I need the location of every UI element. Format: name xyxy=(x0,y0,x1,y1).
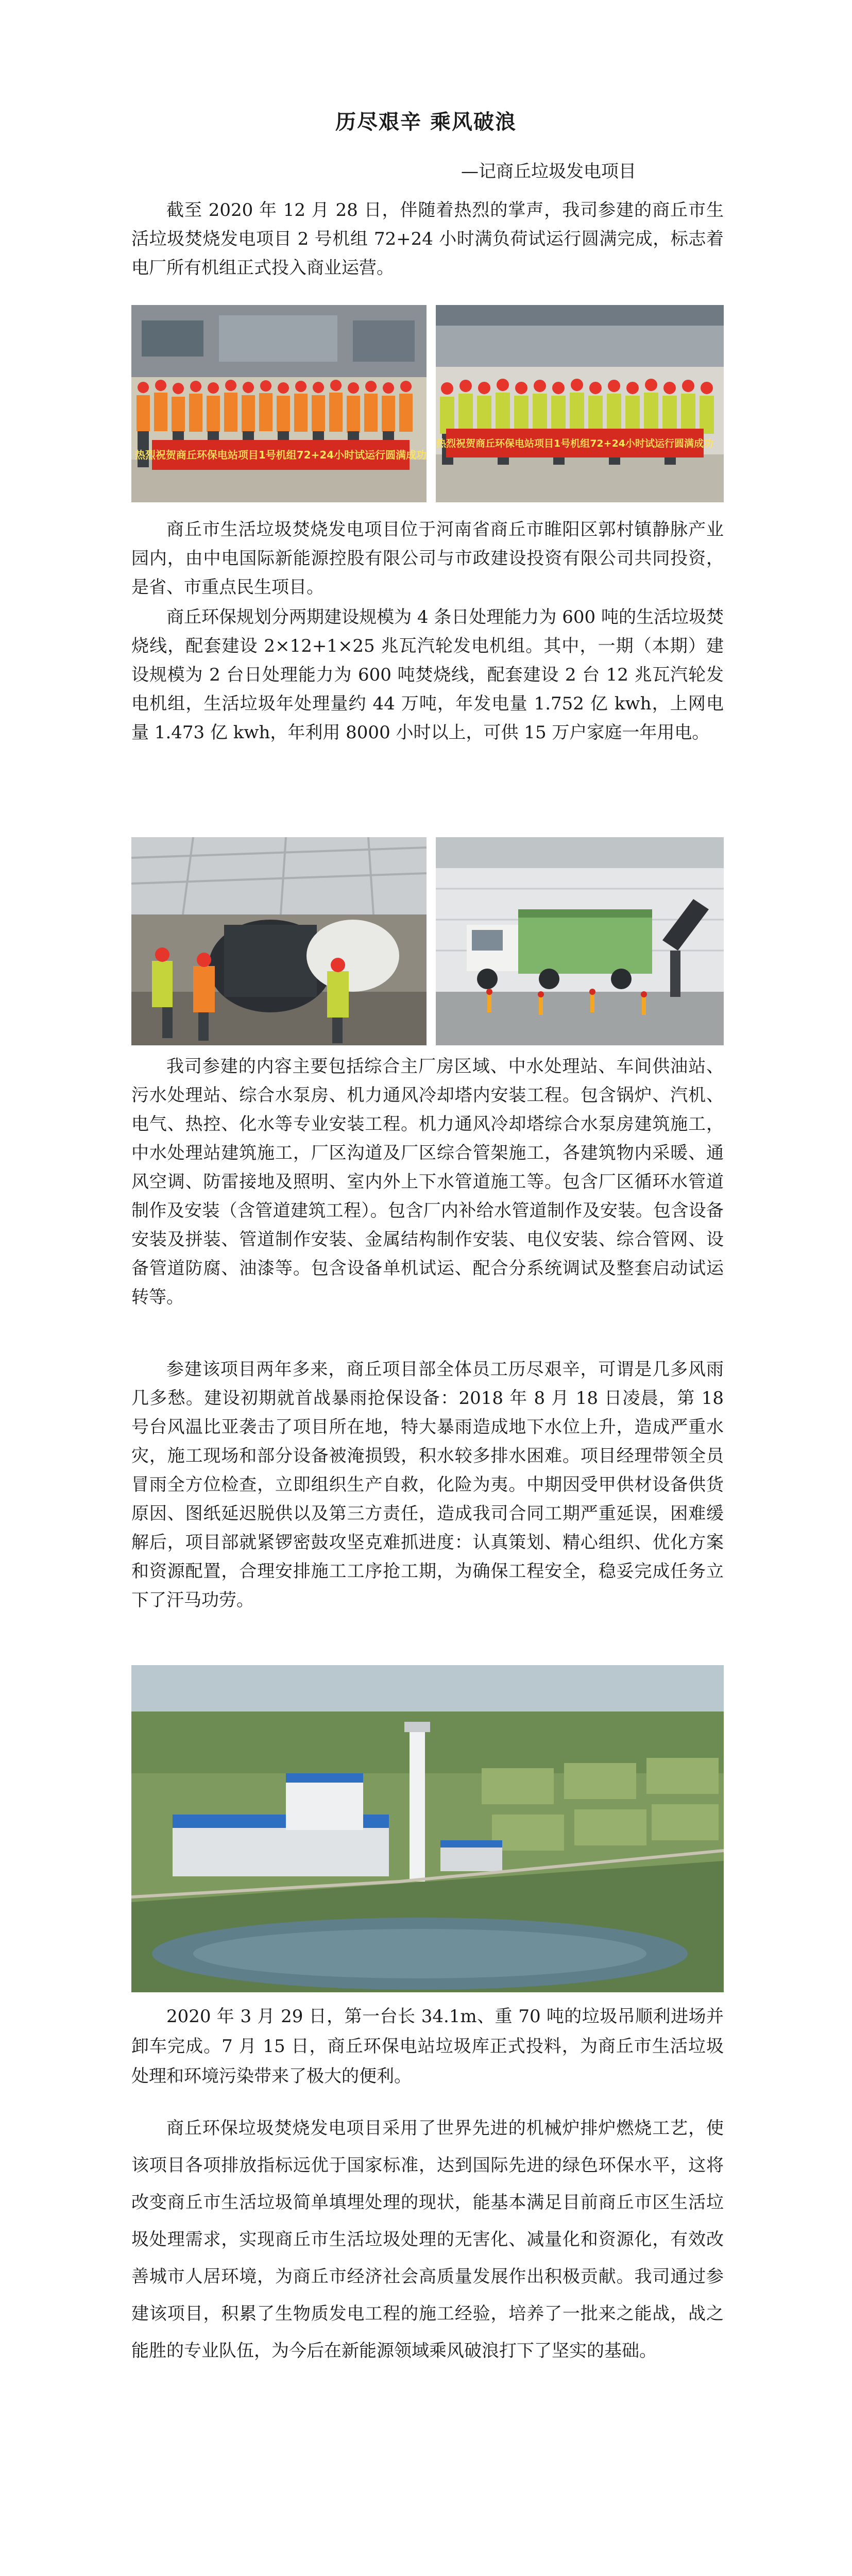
paragraph-4: 我司参建的内容主要包括综合主厂房区域、中水处理站、车间供油站、污水处理站、综合水泵房、机力通风冷却塔内安装工程。包含锅炉、汽机、电气、热控、化水等专业安装工程。机力通风冷却塔综合水泵房建筑施工，中水处理站建筑施工，厂区沟道及厂区综合管架施工，各建筑物内采暖、通风空调、防雷接地及照明、室内外上下水管道施工等。包含厂区循环水管道制作及安装（含管道建筑工程）。包含厂内补给水管道制作及安装。包含设备安装及拼装、管道制作安装、金属结构制作安装、电仪安装、综合管网、设备管道防腐、油漆等。包含设备单机试运、配合分系统调试及整套启动试运转等。 xyxy=(131,1056,724,1308)
banner-text-2: 热烈祝贺商丘环保电站项目1号机组72+24小时试运行圆满成功 xyxy=(436,438,714,449)
paragraph-5: 参建该项目两年多来，商丘项目部全体员工历尽艰辛，可谓是几多风雨几多愁。建设初期就首战暴雨抢保设备：2018 年 8 月 18 日凌晨，第 18 号台风温比亚袭击了项目所在地，特大暴雨造成地下水位上升，造成严重水灾，施工现场和部分设备被淹损毁，积水较多排水困难。项目经理带领全员冒雨全方位检查，立即组织生产自救，化险为夷。中期因受甲供材设备供货原因、图纸延迟脱供以及第三方责任，造成我司合同工期严重延误，困难缓解后，项目部就紧锣密鼓攻坚克难抓进度：认真策划、精心组织、优化方案和资源配置，合理安排施工工序抢工期，为确保工程安全，稳妥完成任务立下了汗马功劳。 xyxy=(131,1359,724,1611)
group-photo-1 xyxy=(131,305,427,502)
article-subtitle: —记商丘垃圾发电项目 xyxy=(461,161,636,182)
aerial-photo xyxy=(131,1665,724,1992)
paragraph-6: 2020 年 3 月 29 日，第一台长 34.1m、重 70 吨的垃圾吊顺利进场并卸车完成。7 月 15 日，商丘环保电站垃圾库正式投料，为商丘市生活垃圾处理和环境污染带来了极大的便利。 xyxy=(131,2006,724,2087)
article-title: 历尽艰辛 乘风破浪 xyxy=(335,110,517,134)
banner-text-1: 热烈祝贺商丘环保电站项目1号机组72+24小时试运行圆满成功 xyxy=(134,449,427,461)
paragraph-3: 商丘环保规划分两期建设规模为 4 条日处理能力为 600 吨的生活垃圾焚烧线，配套建设 2×12+1×25 兆瓦汽轮发电机组。其中，一期（本期）建设规模为 2 台日处理能力为 600 吨焚烧线，配套建设 2 台 12 兆瓦汽轮发电机组，生活垃圾年处理量约 44 万吨，年发电量 1.752 亿 kwh，上网电量 1.473 亿 kwh，年利用 8000 小时以上，可供 15 万户家庭一年用电。 xyxy=(131,607,724,743)
paragraph-2: 商丘市生活垃圾焚烧发电项目位于河南省商丘市睢阳区郭村镇静脉产业园内，由中电国际新能源控股有限公司与市政建设投资有限公司共同投资，是省、市重点民生项目。 xyxy=(131,519,724,598)
installation-photo xyxy=(131,837,427,1045)
truck-photo xyxy=(436,837,724,1045)
paragraph-1: 截至 2020 年 12 月 28 日，伴随着热烈的掌声，我司参建的商丘市生活垃圾焚烧发电项目 2 号机组 72+24 小时满负荷试运行圆满完成，标志着电厂所有机组正式投入商业运营。 xyxy=(131,200,724,278)
group-photo-2 xyxy=(436,305,724,502)
paragraph-7: 商丘环保垃圾焚烧发电项目采用了世界先进的机械炉排炉燃烧工艺，使该项目各项排放指标远优于国家标准，达到国际先进的绿色环保水平，这将改变商丘市生活垃圾简单填埋处理的现状，能基本满足目前商丘市区生活垃圾处理需求，实现商丘市生活垃圾处理的无害化、减量化和资源化，有效改善城市人居环境，为商丘市经济社会高质量发展作出积极贡献。我司通过参建该项目，积累了生物质发电工程的施工经验，培养了一批来之能战，战之能胜的专业队伍，为今后在新能源领域乘风破浪打下了坚实的基础。 xyxy=(131,2118,724,2361)
